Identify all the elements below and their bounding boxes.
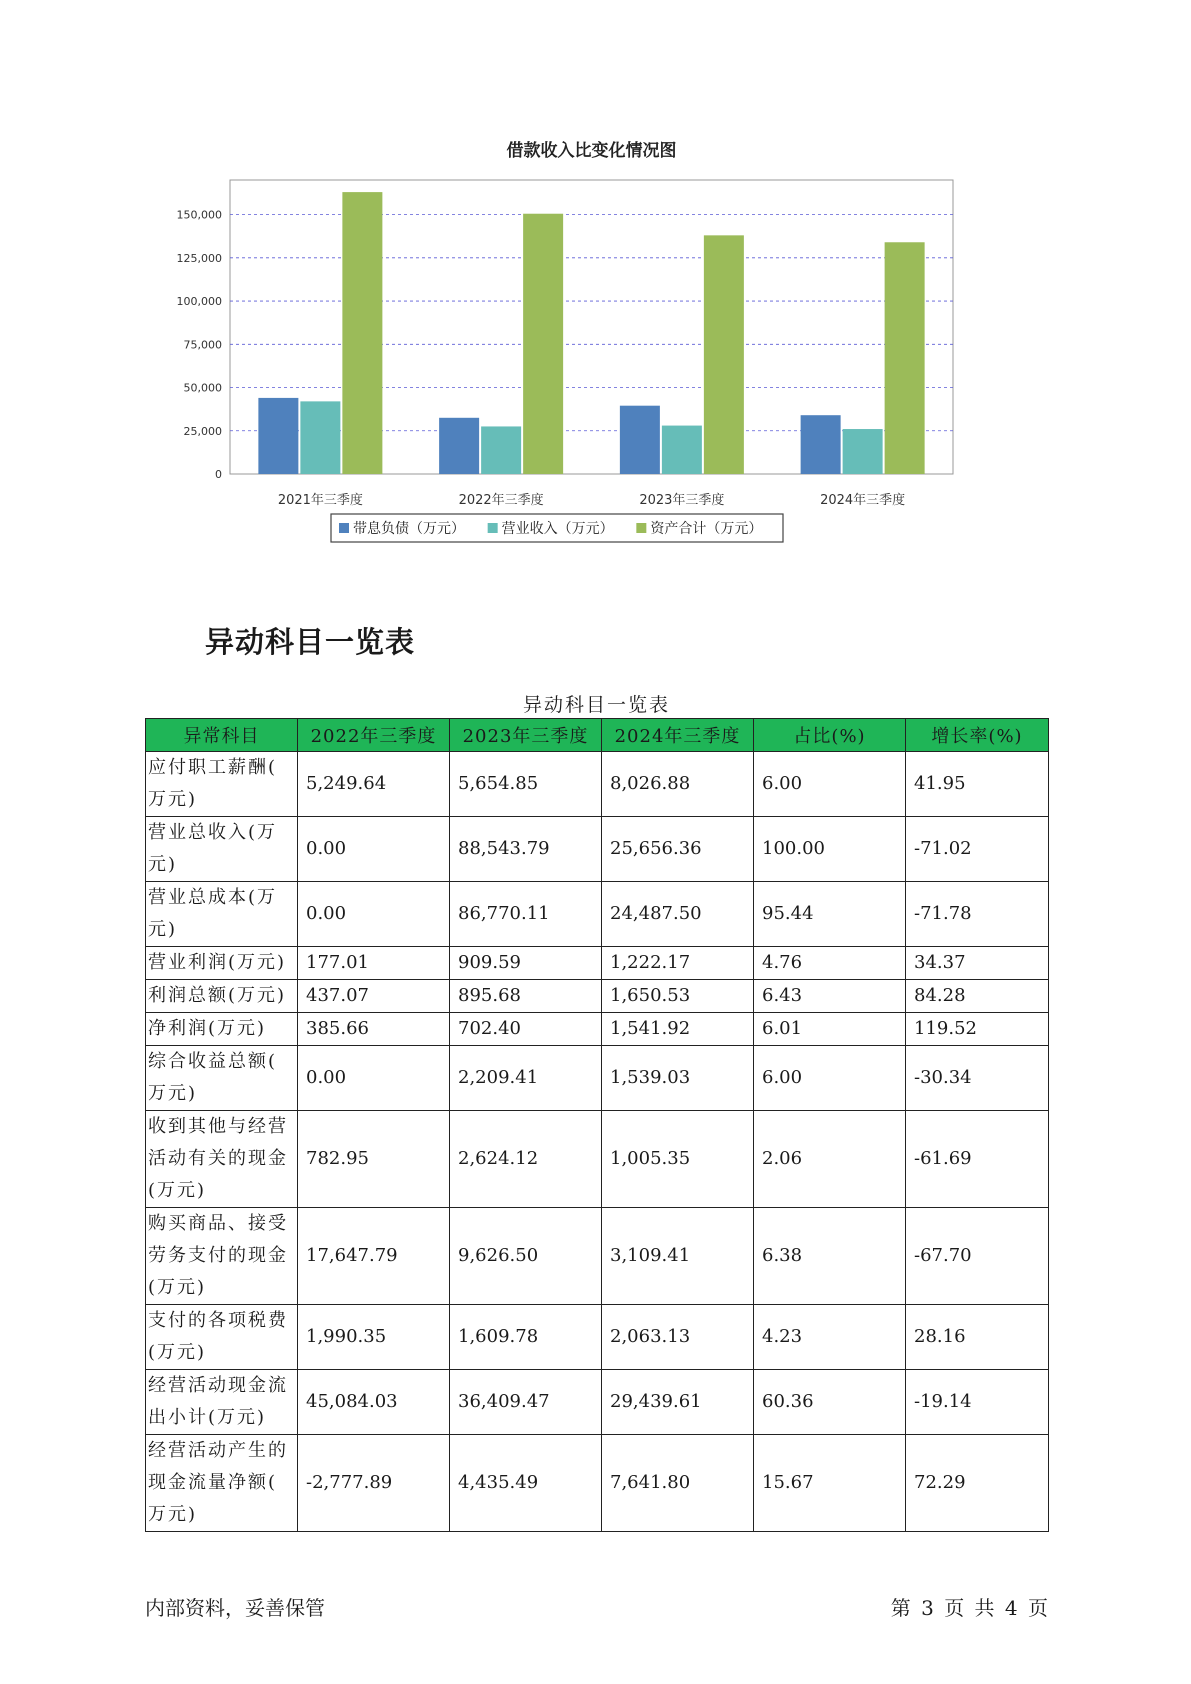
row-item-line: 元) (148, 854, 178, 875)
row-item-line: 利润总额(万元) (148, 985, 287, 1006)
header-2023q3: 2023年三季度 (450, 719, 602, 752)
value-growth: 84.28 (906, 980, 1049, 1013)
value-growth: -71.78 (906, 882, 1049, 947)
row-item-name (146, 817, 298, 882)
y-tick-label: 125,000 (176, 251, 222, 265)
row-item-name (146, 1208, 298, 1305)
value-growth: -19.14 (906, 1370, 1049, 1435)
row-item-line: 营业总成本(万 (148, 887, 278, 908)
x-category-label: 2024年三季度 (820, 493, 906, 508)
value-2023q3: 1,609.78 (450, 1305, 602, 1370)
value-2024q3: 29,439.61 (602, 1370, 754, 1435)
value-share: 95.44 (754, 882, 906, 947)
legend-swatch (636, 523, 646, 533)
table-body (146, 752, 1049, 1532)
row-item-line: 支付的各项税费 (148, 1310, 288, 1331)
value-share: 100.00 (754, 817, 906, 882)
row-item-line: 万元) (148, 1504, 198, 1525)
row-item-name (146, 1305, 298, 1370)
legend-swatch (488, 523, 498, 533)
x-category-label: 2022年三季度 (458, 493, 544, 508)
value-2023q3: 5,654.85 (450, 752, 602, 817)
legend-label: 资产合计（万元） (650, 521, 763, 537)
row-item-line: (万元) (148, 1342, 207, 1363)
value-share: 4.23 (754, 1305, 906, 1370)
value-2023q3: 895.68 (450, 980, 602, 1013)
table-header-row (146, 719, 1049, 752)
chart-title: 借款收入比变化情况图 (506, 141, 677, 161)
y-tick-label: 25,000 (183, 424, 222, 438)
value-share: 4.76 (754, 947, 906, 980)
value-growth: -71.02 (906, 817, 1049, 882)
row-item-name (146, 947, 298, 980)
value-2024q3: 7,641.80 (602, 1435, 754, 1532)
header-share: 占比(%) (754, 719, 906, 752)
value-share: 2.06 (754, 1111, 906, 1208)
row-item-line: 万元) (148, 789, 198, 810)
row-item-line: 劳务支付的现金 (148, 1245, 288, 1266)
y-tick-label: 0 (215, 468, 222, 481)
bar (662, 426, 702, 474)
row-item-line: 出小计(万元) (148, 1407, 267, 1428)
value-2022q3: 17,647.79 (298, 1208, 450, 1305)
table-row (146, 1208, 1049, 1305)
y-tick-label: 100,000 (176, 295, 222, 309)
value-2024q3: 1,222.17 (602, 947, 754, 980)
table-row (146, 947, 1049, 980)
row-item-name (146, 1111, 298, 1208)
value-2024q3: 8,026.88 (602, 752, 754, 817)
value-2023q3: 88,543.79 (450, 817, 602, 882)
table-row (146, 1013, 1049, 1046)
bar-chart-svg (150, 140, 1050, 600)
table-row (146, 1111, 1049, 1208)
value-share: 6.00 (754, 752, 906, 817)
row-item-line: 元) (148, 919, 178, 940)
value-2022q3: 0.00 (298, 882, 450, 947)
table-row (146, 817, 1049, 882)
value-2022q3: 45,084.03 (298, 1370, 450, 1435)
bar (481, 426, 521, 474)
row-item-line: 经营活动产生的 (148, 1440, 288, 1461)
value-2024q3: 1,650.53 (602, 980, 754, 1013)
row-item-name (146, 1046, 298, 1111)
value-2022q3: 782.95 (298, 1111, 450, 1208)
legend-label: 带息负债（万元） (353, 521, 465, 537)
y-tick-label: 75,000 (183, 338, 222, 352)
row-item-line: 净利润(万元) (148, 1018, 267, 1039)
value-2023q3: 86,770.11 (450, 882, 602, 947)
value-2024q3: 3,109.41 (602, 1208, 754, 1305)
row-item-line: 营业利润(万元) (148, 952, 287, 973)
value-2023q3: 36,409.47 (450, 1370, 602, 1435)
loan-income-ratio-chart (150, 140, 1050, 600)
bar (885, 242, 925, 474)
bar (342, 192, 382, 474)
value-2022q3: -2,777.89 (298, 1435, 450, 1532)
bar (801, 415, 841, 474)
table-row (146, 980, 1049, 1013)
value-growth: 34.37 (906, 947, 1049, 980)
value-2023q3: 2,624.12 (450, 1111, 602, 1208)
value-2022q3: 385.66 (298, 1013, 450, 1046)
table-row (146, 752, 1049, 817)
x-category-label: 2021年三季度 (277, 493, 363, 508)
table-row (146, 882, 1049, 947)
value-2023q3: 702.40 (450, 1013, 602, 1046)
row-item-line: 应付职工薪酬( (148, 757, 278, 778)
value-2022q3: 5,249.64 (298, 752, 450, 817)
row-item-name (146, 1435, 298, 1532)
bar (523, 214, 563, 474)
abnormal-items-table (145, 718, 1049, 1532)
footer-confidential-note: 内部资料，妥善保管 (145, 1596, 325, 1620)
value-2022q3: 177.01 (298, 947, 450, 980)
value-growth: -67.70 (906, 1208, 1049, 1305)
row-item-line: 万元) (148, 1083, 198, 1104)
y-tick-label: 50,000 (183, 381, 222, 395)
row-item-name (146, 882, 298, 947)
row-item-line: 收到其他与经营 (148, 1116, 288, 1137)
value-2023q3: 4,435.49 (450, 1435, 602, 1532)
bar (300, 401, 340, 474)
header-2024q3: 2024年三季度 (602, 719, 754, 752)
row-item-name (146, 1013, 298, 1046)
value-growth: -30.34 (906, 1046, 1049, 1111)
row-item-line: 购买商品、接受 (148, 1213, 288, 1234)
value-2024q3: 1,005.35 (602, 1111, 754, 1208)
bar (704, 235, 744, 474)
header-2022q3: 2022年三季度 (298, 719, 450, 752)
table-row (146, 1046, 1049, 1111)
value-growth: 72.29 (906, 1435, 1049, 1532)
footer-page-number: 第 3 页 共 4 页 (890, 1596, 1048, 1620)
value-share: 6.38 (754, 1208, 906, 1305)
value-growth: 41.95 (906, 752, 1049, 817)
row-item-name (146, 752, 298, 817)
section-title: 异动科目一览表 (205, 625, 416, 659)
value-2022q3: 1,990.35 (298, 1305, 450, 1370)
value-share: 15.67 (754, 1435, 906, 1532)
row-item-name (146, 980, 298, 1013)
value-growth: 28.16 (906, 1305, 1049, 1370)
table-caption: 异动科目一览表 (522, 694, 670, 716)
value-2023q3: 2,209.41 (450, 1046, 602, 1111)
row-item-line: 现金流量净额( (148, 1472, 278, 1493)
row-item-line: 活动有关的现金 (148, 1148, 288, 1169)
value-share: 6.00 (754, 1046, 906, 1111)
row-item-line: 综合收益总额( (148, 1051, 278, 1072)
x-category-label: 2023年三季度 (639, 493, 725, 508)
value-2024q3: 1,539.03 (602, 1046, 754, 1111)
bar (258, 398, 298, 474)
y-tick-label: 150,000 (176, 208, 222, 222)
table-row (146, 1370, 1049, 1435)
row-item-line: (万元) (148, 1180, 207, 1201)
bar (843, 429, 883, 474)
legend-label: 营业收入（万元） (501, 521, 614, 537)
value-2024q3: 24,487.50 (602, 882, 754, 947)
bar (620, 406, 660, 474)
header-item: 异常科目 (146, 719, 298, 752)
row-item-name (146, 1370, 298, 1435)
row-item-line: 经营活动现金流 (148, 1375, 288, 1396)
value-2024q3: 25,656.36 (602, 817, 754, 882)
value-share: 6.43 (754, 980, 906, 1013)
value-2022q3: 0.00 (298, 1046, 450, 1111)
value-2023q3: 909.59 (450, 947, 602, 980)
value-growth: 119.52 (906, 1013, 1049, 1046)
value-share: 6.01 (754, 1013, 906, 1046)
value-2022q3: 437.07 (298, 980, 450, 1013)
value-2023q3: 9,626.50 (450, 1208, 602, 1305)
value-2024q3: 2,063.13 (602, 1305, 754, 1370)
legend-swatch (339, 523, 349, 533)
table-row (146, 1435, 1049, 1532)
value-2022q3: 0.00 (298, 817, 450, 882)
row-item-line: (万元) (148, 1277, 207, 1298)
value-2024q3: 1,541.92 (602, 1013, 754, 1046)
table-row (146, 1305, 1049, 1370)
value-share: 60.36 (754, 1370, 906, 1435)
row-item-line: 营业总收入(万 (148, 822, 278, 843)
value-growth: -61.69 (906, 1111, 1049, 1208)
bar (439, 418, 479, 474)
header-growth: 增长率(%) (906, 719, 1049, 752)
